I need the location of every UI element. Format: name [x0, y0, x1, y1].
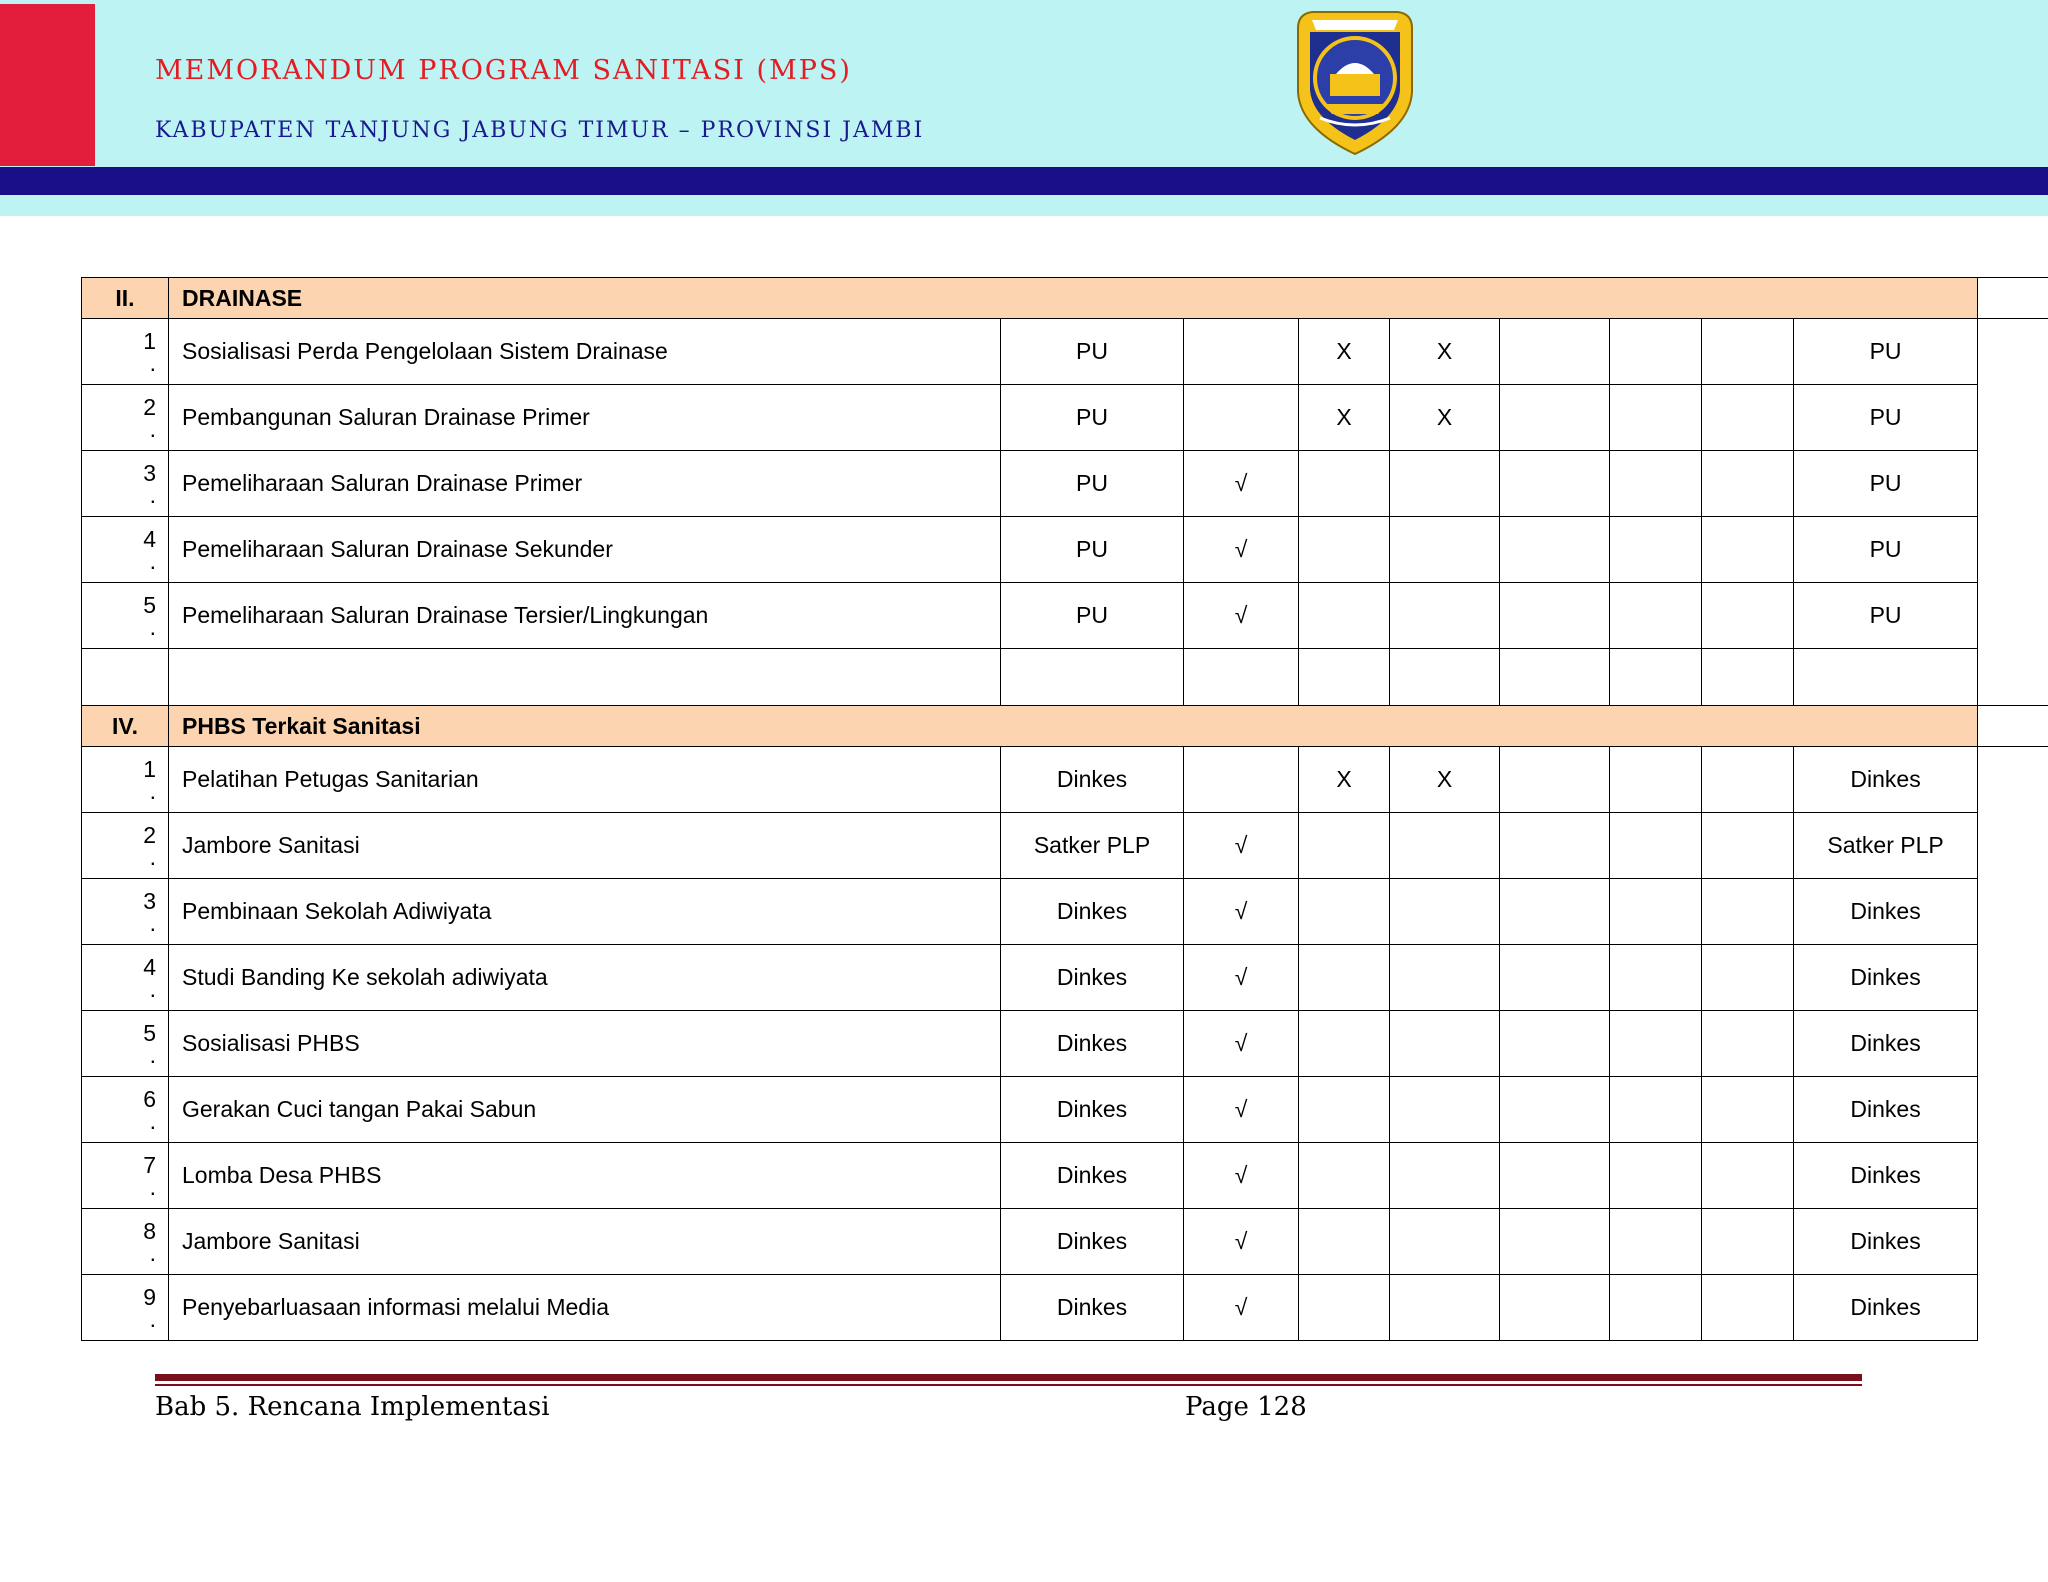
table-cell-col-4: X	[1390, 747, 1500, 813]
table-cell-col-6	[1610, 1077, 1702, 1143]
row-tail-cell	[1978, 319, 2048, 385]
table-cell-col-7	[1702, 747, 1794, 813]
table-cell-col-4	[1390, 1011, 1500, 1077]
row-number-digit: 8	[143, 1217, 156, 1244]
table-cell-col-5	[1500, 451, 1610, 517]
table-row	[82, 319, 2048, 385]
row-number	[82, 879, 169, 945]
table-cell-col-5	[1500, 879, 1610, 945]
table-cell-col-8: Dinkes	[1794, 1077, 1978, 1143]
table-cell-col-1: PU	[1001, 583, 1184, 649]
row-number	[82, 517, 169, 583]
table-cell-col-4: X	[1390, 319, 1500, 385]
footer-chapter: Bab 5. Rencana Implementasi	[155, 1392, 550, 1422]
table-cell-col-6	[1610, 1209, 1702, 1275]
table-cell-col-1: Dinkes	[1001, 1275, 1184, 1341]
table-cell-col-8: PU	[1794, 385, 1978, 451]
table-cell-col-1: Dinkes	[1001, 945, 1184, 1011]
row-number-dot: .	[149, 481, 156, 508]
row-number-dot: .	[149, 415, 156, 442]
section-header-row	[82, 706, 2048, 747]
table-cell-col-5	[1500, 813, 1610, 879]
row-number	[82, 319, 169, 385]
table-cell-col-7	[1702, 945, 1794, 1011]
row-number	[82, 1209, 169, 1275]
table-cell-col-8: PU	[1794, 517, 1978, 583]
table-cell-col-8: PU	[1794, 583, 1978, 649]
page-header	[0, 0, 2048, 216]
table-cell-col-2: √	[1184, 1209, 1299, 1275]
table-cell-col-2: √	[1184, 583, 1299, 649]
activity-description: Sosialisasi PHBS	[169, 1011, 1001, 1077]
table-cell-col-1: PU	[1001, 319, 1184, 385]
table-row	[82, 385, 2048, 451]
row-number-digit: 2	[143, 821, 156, 848]
table-cell-col-6	[1610, 319, 1702, 385]
blank-cell	[169, 649, 1001, 706]
table-row	[82, 1209, 2048, 1275]
row-tail-cell	[1978, 1011, 2048, 1077]
activity-description: Pelatihan Petugas Sanitarian	[169, 747, 1001, 813]
table-row	[82, 1275, 2048, 1341]
row-number	[82, 945, 169, 1011]
table-cell-col-5	[1500, 517, 1610, 583]
table-row	[82, 451, 2048, 517]
table-cell-col-8: Dinkes	[1794, 945, 1978, 1011]
footer-page-number: Page 128	[1185, 1392, 1307, 1422]
blank-cell	[1299, 649, 1390, 706]
table-cell-col-4	[1390, 879, 1500, 945]
row-number-digit: 3	[143, 459, 156, 486]
table-cell-col-3	[1299, 945, 1390, 1011]
activity-description: Studi Banding Ke sekolah adiwiyata	[169, 945, 1001, 1011]
table-cell-col-7	[1702, 451, 1794, 517]
table-cell-col-7	[1702, 1275, 1794, 1341]
table-cell-col-3	[1299, 1077, 1390, 1143]
row-tail-cell	[1978, 747, 2048, 813]
row-tail-cell	[1978, 1077, 2048, 1143]
table-cell-col-8: PU	[1794, 319, 1978, 385]
table-cell-col-8: Dinkes	[1794, 1143, 1978, 1209]
blank-cell	[1001, 649, 1184, 706]
row-number	[82, 1143, 169, 1209]
header-red-block	[0, 4, 95, 166]
table-cell-col-1: Dinkes	[1001, 747, 1184, 813]
footer-rule-thick	[155, 1374, 1862, 1381]
table-body	[82, 278, 2048, 1341]
table-cell-col-8: PU	[1794, 451, 1978, 517]
table-cell-col-6	[1610, 517, 1702, 583]
table-cell-col-7	[1702, 1209, 1794, 1275]
row-number-dot: .	[149, 909, 156, 936]
table-cell-col-2	[1184, 319, 1299, 385]
row-number-dot: .	[149, 613, 156, 640]
table-cell-col-3	[1299, 1011, 1390, 1077]
table-cell-col-4	[1390, 945, 1500, 1011]
table-cell-col-3	[1299, 517, 1390, 583]
table-cell-col-1: PU	[1001, 517, 1184, 583]
table-cell-col-7	[1702, 517, 1794, 583]
row-tail-cell	[1978, 583, 2048, 649]
table-cell-col-2: √	[1184, 517, 1299, 583]
table-cell-col-3	[1299, 1275, 1390, 1341]
table-row	[82, 583, 2048, 649]
row-number-digit: 3	[143, 887, 156, 914]
table-cell-col-7	[1702, 583, 1794, 649]
table-cell-col-2: √	[1184, 1011, 1299, 1077]
activity-description: Pemeliharaan Saluran Drainase Tersier/Lingkungan	[169, 583, 1001, 649]
row-number-dot: .	[149, 1041, 156, 1068]
table-cell-col-5	[1500, 583, 1610, 649]
table-cell-col-5	[1500, 945, 1610, 1011]
row-number	[82, 451, 169, 517]
table-cell-col-3: X	[1299, 747, 1390, 813]
table-cell-col-2: √	[1184, 1143, 1299, 1209]
activity-description: Lomba Desa PHBS	[169, 1143, 1001, 1209]
activity-description: Gerakan Cuci tangan Pakai Sabun	[169, 1077, 1001, 1143]
table-cell-col-3	[1299, 813, 1390, 879]
table-cell-col-3: X	[1299, 319, 1390, 385]
table-cell-col-7	[1702, 1143, 1794, 1209]
table-cell-col-8: Satker PLP	[1794, 813, 1978, 879]
row-number	[82, 385, 169, 451]
row-number-digit: 5	[143, 591, 156, 618]
table-cell-col-5	[1500, 385, 1610, 451]
table-cell-col-8: Dinkes	[1794, 1275, 1978, 1341]
blank-cell	[1184, 649, 1299, 706]
section-number: IV.	[82, 706, 169, 747]
footer-rule-thin	[155, 1384, 1862, 1386]
table-cell-col-5	[1500, 747, 1610, 813]
activity-description: Pembangunan Saluran Drainase Primer	[169, 385, 1001, 451]
activity-description: Penyebarluasaan informasi melalui Media	[169, 1275, 1001, 1341]
table-cell-col-4	[1390, 813, 1500, 879]
row-number	[82, 1275, 169, 1341]
table-cell-col-1: Dinkes	[1001, 1143, 1184, 1209]
blank-cell	[82, 649, 169, 706]
table-cell-col-1: PU	[1001, 385, 1184, 451]
section-header-row	[82, 278, 2048, 319]
table-cell-col-2: √	[1184, 1077, 1299, 1143]
row-number-digit: 7	[143, 1151, 156, 1178]
row-number-digit: 6	[143, 1085, 156, 1112]
row-number	[82, 813, 169, 879]
blank-cell	[1702, 649, 1794, 706]
row-number-digit: 4	[143, 525, 156, 552]
activity-description: Pemeliharaan Saluran Drainase Primer	[169, 451, 1001, 517]
blank-cell	[1610, 649, 1702, 706]
row-tail-cell	[1978, 945, 2048, 1011]
table-cell-col-8: Dinkes	[1794, 747, 1978, 813]
table-row	[82, 945, 2048, 1011]
activity-description: Jambore Sanitasi	[169, 1209, 1001, 1275]
section-tail-cell	[1978, 706, 2048, 747]
table-cell-col-1: Dinkes	[1001, 879, 1184, 945]
table-cell-col-1: Dinkes	[1001, 1011, 1184, 1077]
table-cell-col-5	[1500, 1143, 1610, 1209]
row-number	[82, 583, 169, 649]
document-title: MEMORANDUM PROGRAM SANITASI (MPS)	[155, 55, 852, 86]
row-number-digit: 2	[143, 393, 156, 420]
table-cell-col-4	[1390, 1209, 1500, 1275]
row-number-digit: 1	[143, 755, 156, 782]
row-tail-cell	[1978, 813, 2048, 879]
table-cell-col-8: Dinkes	[1794, 1011, 1978, 1077]
table-cell-col-7	[1702, 1011, 1794, 1077]
row-tail-cell	[1978, 879, 2048, 945]
table-cell-col-6	[1610, 813, 1702, 879]
row-number-digit: 1	[143, 327, 156, 354]
table-cell-col-4	[1390, 1077, 1500, 1143]
row-number-dot: .	[149, 1173, 156, 1200]
table-cell-col-3	[1299, 1209, 1390, 1275]
row-number-digit: 4	[143, 953, 156, 980]
table-cell-col-1: PU	[1001, 451, 1184, 517]
row-tail-cell	[1978, 385, 2048, 451]
row-number	[82, 1077, 169, 1143]
table-cell-col-4	[1390, 583, 1500, 649]
table-cell-col-6	[1610, 747, 1702, 813]
table-cell-col-2	[1184, 385, 1299, 451]
row-number-dot: .	[149, 1239, 156, 1266]
table-cell-col-7	[1702, 385, 1794, 451]
row-number-dot: .	[149, 1305, 156, 1332]
table-cell-col-5	[1500, 319, 1610, 385]
row-number-digit: 9	[143, 1283, 156, 1310]
table-cell-col-7	[1702, 319, 1794, 385]
table-cell-col-4	[1390, 1143, 1500, 1209]
section-title: DRAINASE	[169, 278, 1978, 319]
table-row	[82, 1077, 2048, 1143]
table-cell-col-8: Dinkes	[1794, 879, 1978, 945]
table-row	[82, 879, 2048, 945]
table-cell-col-6	[1610, 1143, 1702, 1209]
table-cell-col-4	[1390, 451, 1500, 517]
row-number-dot: .	[149, 547, 156, 574]
table-cell-col-6	[1610, 583, 1702, 649]
table-cell-col-3	[1299, 879, 1390, 945]
header-navy-band	[0, 167, 2048, 195]
row-number-dot: .	[149, 975, 156, 1002]
activity-description: Jambore Sanitasi	[169, 813, 1001, 879]
table-cell-col-1: Dinkes	[1001, 1077, 1184, 1143]
table-row	[82, 747, 2048, 813]
table-cell-col-2: √	[1184, 945, 1299, 1011]
table-cell-col-1: Dinkes	[1001, 1209, 1184, 1275]
activity-description: Sosialisasi Perda Pengelolaan Sistem Drainase	[169, 319, 1001, 385]
activity-description: Pemeliharaan Saluran Drainase Sekunder	[169, 517, 1001, 583]
table-cell-col-3	[1299, 451, 1390, 517]
row-number-dot: .	[149, 349, 156, 376]
table-cell-col-2: √	[1184, 451, 1299, 517]
section-number: II.	[82, 278, 169, 319]
table-cell-col-7	[1702, 813, 1794, 879]
row-tail-cell	[1978, 1275, 2048, 1341]
table-cell-col-5	[1500, 1011, 1610, 1077]
table-cell-col-1: Satker PLP	[1001, 813, 1184, 879]
row-number	[82, 1011, 169, 1077]
table-cell-col-2: √	[1184, 813, 1299, 879]
table-cell-col-4	[1390, 517, 1500, 583]
table-cell-col-6	[1610, 1011, 1702, 1077]
blank-row	[82, 649, 2048, 706]
table-cell-col-3	[1299, 583, 1390, 649]
row-tail-cell	[1978, 1143, 2048, 1209]
implementation-table	[81, 277, 2048, 1341]
row-number-dot: .	[149, 777, 156, 804]
table-cell-col-5	[1500, 1275, 1610, 1341]
table-cell-col-5	[1500, 1077, 1610, 1143]
table-cell-col-4	[1390, 1275, 1500, 1341]
regency-emblem-logo	[1290, 6, 1420, 156]
row-number-digit: 5	[143, 1019, 156, 1046]
row-number	[82, 747, 169, 813]
section-title: PHBS Terkait Sanitasi	[169, 706, 1978, 747]
table-row	[82, 517, 2048, 583]
table-cell-col-6	[1610, 879, 1702, 945]
table-cell-col-7	[1702, 879, 1794, 945]
table-cell-col-2: √	[1184, 1275, 1299, 1341]
row-tail-cell	[1978, 451, 2048, 517]
table-cell-col-7	[1702, 1077, 1794, 1143]
blank-cell	[1794, 649, 1978, 706]
table-cell-col-6	[1610, 451, 1702, 517]
row-number-dot: .	[149, 843, 156, 870]
row-tail-cell	[1978, 1209, 2048, 1275]
activity-description: Pembinaan Sekolah Adiwiyata	[169, 879, 1001, 945]
row-tail-cell	[1978, 649, 2048, 706]
table-cell-col-3: X	[1299, 385, 1390, 451]
blank-cell	[1500, 649, 1610, 706]
table-cell-col-5	[1500, 1209, 1610, 1275]
table-cell-col-6	[1610, 1275, 1702, 1341]
table-cell-col-2: √	[1184, 879, 1299, 945]
row-tail-cell	[1978, 517, 2048, 583]
table-cell-col-4: X	[1390, 385, 1500, 451]
table-cell-col-6	[1610, 945, 1702, 1011]
table-row	[82, 1143, 2048, 1209]
table-cell-col-2	[1184, 747, 1299, 813]
row-number-dot: .	[149, 1107, 156, 1134]
table-cell-col-3	[1299, 1143, 1390, 1209]
document-subtitle: KABUPATEN TANJUNG JABUNG TIMUR – PROVINSI JAMBI	[155, 118, 925, 143]
table-row	[82, 813, 2048, 879]
table-cell-col-8: Dinkes	[1794, 1209, 1978, 1275]
table-cell-col-6	[1610, 385, 1702, 451]
blank-cell	[1390, 649, 1500, 706]
section-tail-cell	[1978, 278, 2048, 319]
table-row	[82, 1011, 2048, 1077]
